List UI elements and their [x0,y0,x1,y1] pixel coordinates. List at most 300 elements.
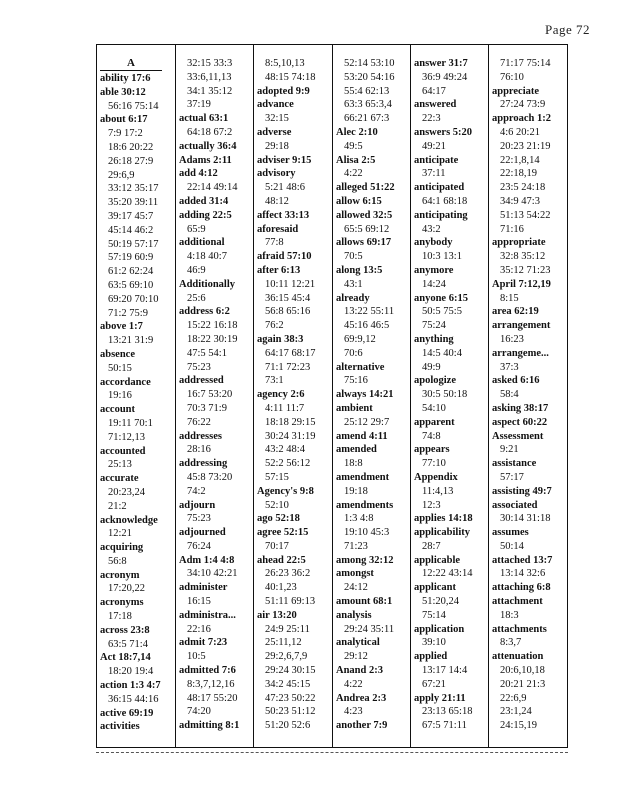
footer-rule [96,752,568,753]
index-entry-term: administra... [179,609,236,621]
index-entry-term: air 13:20 [257,609,297,621]
index-entry-pages: 24:9 25:11 [265,623,310,635]
index-entry-pages: 57:19 60:9 [108,252,154,264]
index-entry-pages: 7:9 17:2 [108,128,143,140]
index-entry-term: adverse [257,126,292,138]
index-entry-term: addressing [179,458,228,470]
index-entry-pages: 76:24 [187,540,211,552]
index-entry-pages: 17:20,22 [108,583,146,595]
index-entry-term: advance [257,99,294,111]
index-entry-pages: 64:18 67:2 [187,126,233,138]
index-entry-pages: 19:18 [344,485,368,497]
index-entry-pages: 74:20 [187,706,211,718]
index-entry-term: adopted 9:9 [257,85,310,97]
index-entry-pages: 25:6 [187,292,206,304]
index-entry-pages: 30:14 31:18 [500,513,551,525]
index-entry-term: actually 36:4 [179,140,237,152]
index-entry-term: anything [414,333,454,345]
index-entry-pages: 12:22 43:14 [422,568,473,580]
index-entry-pages: 32:15 33:3 [187,58,233,69]
index-entry-pages: 51:20,24 [422,596,460,608]
index-entry-term: ability 17:6 [100,73,151,84]
index-entry-pages: 34:1 35:12 [187,85,233,97]
index-entry-pages: 4:6 20:21 [500,126,540,138]
index-entry-term: alleged 51:22 [336,182,395,194]
index-entry-term: analysis [336,609,372,621]
index-entry-term: allow 6:15 [336,195,382,207]
index-entry-term: after 6:13 [257,264,301,276]
index-entry-term: amendment [336,471,390,483]
index-entry-term: adding 22:5 [179,209,232,221]
index-entry-term: ahead 22:5 [257,554,306,566]
index-entry-term: amendments [336,499,394,511]
index-entry-pages: 13:21 31:9 [108,335,154,347]
index-entry-term: already [336,292,370,304]
index-entry-term: allowed 32:5 [336,209,393,221]
index-entry-pages: 4:22 [344,678,363,690]
index-entry-term: amount 68:1 [336,596,393,608]
index-entry-pages: 16:23 [500,333,524,345]
index-entry-term: activities [100,721,140,733]
index-entry-pages: 43:2 48:4 [265,444,305,456]
index-entry-term: above 1:7 [100,321,143,333]
index-entry-term: agency 2:6 [257,389,305,401]
index-entry-pages: 53:20 54:16 [344,71,395,83]
index-entry-pages: 20:6,10,18 [500,665,545,677]
index-entry-pages: 75:14 [422,609,446,621]
index-entry-term: answered [414,99,457,111]
index-entry-term: anymore [414,264,454,276]
index-entry-pages: 75:16 [344,375,368,387]
index-entry-pages: 57:15 [265,471,289,483]
index-entry-pages: 13:14 32:6 [500,568,546,580]
index-entry-term: agree 52:15 [257,527,309,539]
index-entry-term: answer 31:7 [414,58,468,69]
index-entry-pages: 26:23 36:2 [265,568,311,580]
index-entry-term: Additionally [179,278,236,290]
index-entry-term: active 69:19 [100,707,154,719]
index-entry-term: accordance [100,376,151,388]
index-entry-pages: 64:17 [422,85,446,97]
index-entry-pages: 39:10 [422,637,446,649]
index-entry-pages: 11:4,13 [422,485,454,497]
index-entry-pages: 28:7 [422,540,441,552]
index-entry-term: Agency's 9:8 [257,485,314,497]
index-entry-pages: 13:17 14:4 [422,665,468,677]
index-entry-pages: 22:6,9 [500,692,527,704]
index-entry-term: acronyms [100,597,144,609]
index-entry-pages: 19:11 70:1 [108,417,153,429]
index-entry-pages: 14:24 [422,278,446,290]
index-entry-pages: 70:6 [344,347,363,359]
index-entry-term: Act 18:7,14 [100,652,151,664]
index-entry-pages: 30:5 50:18 [422,389,468,401]
index-entry-term: alternative [336,361,385,373]
index-entry-term: arrangeme... [492,347,549,359]
index-entry-pages: 18:18 29:15 [265,416,316,428]
index-entry-term: application [414,623,465,635]
section-letter: A [100,57,162,71]
index-entry-pages: 12:3 [422,499,441,511]
index-entry-term: assumes [492,527,529,539]
index-entry-pages: 74:8 [422,430,441,442]
index-entry-term: always 14:21 [336,389,394,401]
index-entry-pages: 63:5 69:10 [108,279,154,291]
index-entry-pages: 52:14 53:10 [344,58,395,69]
index-entry-pages: 45:14 46:2 [108,224,154,236]
index-entry-pages: 4:18 40:7 [187,251,227,263]
index-entry-term: admitting 8:1 [179,720,240,732]
index-entry-term: anticipated [414,182,465,194]
index-entry-pages: 71:2 75:9 [108,307,148,319]
index-entry-pages: 29:2,6,7,9 [265,651,308,663]
index-entry-pages: 8:5,10,13 [265,58,305,69]
index-entry-pages: 24:15,19 [500,720,538,732]
index-entry-pages: 71:12,13 [108,431,146,443]
index-entry-pages: 35:20 39:11 [108,197,159,209]
index-entry-term: applicable [414,554,461,566]
index-entry-term: Alec 2:10 [336,126,378,138]
index-entry-term: attaching 6:8 [492,582,551,594]
index-entry-pages: 18:20 19:4 [108,666,154,678]
index-entry-pages: 49:9 [422,361,441,373]
index-entry-term: apparent [414,416,455,428]
index-entry-term: Anand 2:3 [336,665,383,677]
index-entry-term: administer [179,582,228,594]
index-entry-pages: 24:12 [344,582,368,594]
index-entry-pages: 20:21 21:3 [500,678,546,690]
index-entry-term: acknowledge [100,514,158,526]
index-entry-pages: 8:3,7 [500,637,522,649]
index-entry-pages: 50:5 75:5 [422,306,462,318]
index-entry-pages: 64:1 68:18 [422,195,468,207]
index-entry-term: appropriate [492,237,546,249]
index-entry-pages: 50:14 [500,540,524,552]
index-entry-pages: 36:15 44:16 [108,693,159,705]
index-entry-pages: 34:10 42:21 [187,568,238,580]
index-entry-pages: 52:2 56:12 [265,458,311,470]
index-entry-term: affect 33:13 [257,209,310,221]
index-entry-term: able 30:12 [100,86,146,98]
index-entry-term: attached 13:7 [492,554,553,566]
index-entry-pages: 76:2 [265,320,284,332]
index-entry-term: appreciate [492,85,540,97]
index-entry-term: anticipate [414,154,459,166]
index-entry-term: applies 14:18 [414,513,473,525]
index-entry-pages: 64:17 68:17 [265,347,316,359]
index-entry-pages: 58:4 [500,389,519,401]
index-frame [96,44,568,748]
index-entry-pages: 12:21 [108,528,132,540]
index-entry-term: add 4:12 [179,168,218,180]
index-entry-term: aspect 60:22 [492,416,548,428]
index-entry-term: applicability [414,527,471,539]
index-entry-term: Appendix [414,471,458,483]
index-entry-term: acronym [100,569,140,581]
index-entry-pages: 48:17 55:20 [187,692,238,704]
index-column-3 [253,45,332,748]
index-entry-term: April 7:12,19 [492,278,551,290]
index-entry-pages: 67:21 [422,678,446,690]
index-entry-pages: 5:21 48:6 [265,182,305,194]
index-entry-pages: 33:6,11,13 [187,71,232,83]
index-entry-pages: 45:8 73:20 [187,471,233,483]
index-entry-pages: 20:23 21:19 [500,140,551,152]
index-entry-pages: 73:1 [265,375,284,387]
index-entry-pages: 76:22 [187,416,211,428]
index-entry-pages: 8:3,7,12,16 [187,678,235,690]
index-entry-term: attenuation [492,651,544,663]
index-entry-term: again 38:3 [257,333,304,345]
index-entry-term: assisting 49:7 [492,485,552,497]
index-entry-term: amended [336,444,377,456]
index-entry-pages: 43:1 [344,278,363,290]
index-entry-term: applicant [414,582,457,594]
index-entry-pages: 70:17 [265,540,289,552]
index-entry-term: afraid 57:10 [257,251,312,263]
index-entry-pages: 51:13 54:22 [500,209,551,221]
index-entry-term: actual 63:1 [179,113,229,125]
index-entry-pages: 35:12 71:23 [500,264,551,276]
index-entry-pages: 47:23 50:22 [265,692,316,704]
index-entry-pages: 63:5 71:4 [108,638,148,650]
index-entry-term: additional [179,237,225,249]
index-entry-term: among 32:12 [336,554,394,566]
index-entry-pages: 10:5 [187,651,206,663]
index-entry-pages: 55:4 62:13 [344,85,390,97]
index-entry-pages: 22:3 [422,113,441,125]
index-entry-pages: 25:11,12 [265,637,302,649]
index-entry-pages: 18:22 30:19 [187,333,238,345]
index-entry-pages: 39:17 45:7 [108,210,154,222]
index-entry-term: addresses [179,430,222,442]
index-entry-pages: 10:3 13:1 [422,251,462,263]
index-entry-pages: 23:5 24:18 [500,182,546,194]
index-entry-pages: 21:2 [108,500,127,512]
index-entry-pages: 18:8 [344,458,363,470]
index-entry-pages: 17:18 [108,611,132,623]
index-entry-pages: 70:5 [344,251,363,263]
index-column-2 [175,45,253,748]
index-entry-term: ago 52:18 [257,513,300,525]
index-entry-pages: 66:21 67:3 [344,113,390,125]
index-entry-term: arrangement [492,320,551,332]
index-entry-pages: 76:10 [500,71,524,83]
index-entry-pages: 32:15 [265,113,289,125]
index-entry-pages: 1:3 4:8 [344,513,374,525]
index-entry-pages: 71:1 72:23 [265,361,311,373]
index-entry-term: addressed [179,375,224,387]
index-entry-pages: 69:9,12 [344,333,376,345]
index-entry-term: apply 21:11 [414,692,466,704]
index-entry-term: about 6:17 [100,114,148,126]
index-entry-term: anyone 6:15 [414,292,468,304]
index-entry-pages: 69:20 70:10 [108,293,159,305]
index-entry-pages: 8:15 [500,292,519,304]
index-entry-pages: 34:9 47:3 [500,195,540,207]
index-entry-pages: 75:23 [187,513,211,525]
index-entry-pages: 23:1,24 [500,706,532,718]
index-entry-pages: 29:12 [344,651,368,663]
index-entry-term: aforesaid [257,223,299,235]
index-entry-term: account [100,404,135,416]
index-entry-pages: 13:22 55:11 [344,306,395,318]
index-entry-term: allows 69:17 [336,237,392,249]
index-entry-term: asking 38:17 [492,402,549,414]
index-entry-pages: 29:24 30:15 [265,665,316,677]
index-entry-term: asked 6:16 [492,375,540,387]
index-entry-term: advisory [257,168,296,180]
index-entry-term: Alisa 2:5 [336,154,376,166]
index-entry-pages: 4:23 [344,706,363,718]
index-entry-term: acquiring [100,542,144,554]
index-entry-pages: 32:8 35:12 [500,251,546,263]
index-entry-term: absence [100,348,135,360]
index-entry-pages: 22:1,8,14 [500,154,540,166]
index-entry-pages: 43:2 [422,223,441,235]
index-entry-term: address 6:2 [179,306,230,318]
index-entry-pages: 16:7 53:20 [187,389,233,401]
index-entry-term: adviser 9:15 [257,154,312,166]
index-entry-pages: 25:12 29:7 [344,416,390,428]
index-entry-pages: 50:19 57:17 [108,238,159,250]
index-entry-pages: 56:16 75:14 [108,100,159,112]
index-entry-pages: 56:8 65:16 [265,306,311,318]
index-entry-term: adjourned [179,527,226,539]
index-entry-pages: 23:13 65:18 [422,706,473,718]
index-entry-term: accurate [100,473,139,485]
index-entry-pages: 18:3 [500,609,519,621]
index-entry-pages: 37:3 [500,361,519,373]
index-entry-pages: 29:18 [265,140,289,152]
index-entry-pages: 22:14 49:14 [187,182,238,194]
index-entry-pages: 18:6 20:22 [108,141,154,153]
index-entry-pages: 16:15 [187,596,211,608]
index-column-6 [488,45,569,748]
index-entry-term: area 62:19 [492,306,539,318]
index-entry-term: applied [414,651,448,663]
index-entry-term: across 23:8 [100,624,150,636]
index-entry-pages: 33:12 35:17 [108,183,159,195]
index-entry-term: Assessment [492,430,544,442]
index-entry-pages: 71:23 [344,540,368,552]
index-entry-term: analytical [336,637,380,649]
index-entry-pages: 27:24 73:9 [500,99,546,111]
index-entry-pages: 15:22 16:18 [187,320,238,332]
index-entry-pages: 70:3 71:9 [187,402,227,414]
index-entry-pages: 10:11 12:21 [265,278,316,290]
index-entry-pages: 49:5 [344,140,363,152]
index-entry-pages: 4:11 11:7 [265,402,305,414]
index-entry-term: apologize [414,375,456,387]
index-entry-pages: 77:8 [265,237,284,249]
index-entry-term: attachments [492,623,547,635]
index-entry-pages: 40:1,23 [265,582,297,594]
index-entry-pages: 65:9 [187,223,206,235]
index-entry-term: admit 7:23 [179,637,228,649]
index-entry-term: along 13:5 [336,264,383,276]
index-entry-pages: 57:17 [500,471,524,483]
index-entry-term: assistance [492,458,537,470]
index-entry-pages: 45:16 46:5 [344,320,390,332]
index-entry-term: ambient [336,402,373,414]
index-entry-pages: 4:22 [344,168,363,180]
index-entry-term: answers 5:20 [414,126,473,138]
index-entry-pages: 29:24 35:11 [344,623,395,635]
index-entry-term: appears [414,444,450,456]
index-entry-pages: 54:10 [422,402,446,414]
index-entry-pages: 56:8 [108,555,127,567]
index-column-4 [332,45,410,748]
index-entry-pages: 46:9 [187,264,206,276]
index-entry-term: Adams 2:11 [179,154,232,166]
index-entry-pages: 63:3 65:3,4 [344,99,392,111]
index-entry-term: Adm 1:4 4:8 [179,554,235,566]
index-entry-term: accounted [100,445,146,457]
index-entry-pages: 9:21 [500,444,519,456]
index-entry-term: added 31:4 [179,195,229,207]
index-entry-term: admitted 7:6 [179,665,236,677]
index-entry-pages: 36:15 45:4 [265,292,311,304]
index-entry-pages: 61:2 62:24 [108,266,154,278]
index-entry-term: adjourn [179,499,216,511]
index-entry-pages: 49:21 [422,140,446,152]
index-entry-pages: 47:5 54:1 [187,347,227,359]
index-entry-term: associated [492,499,538,511]
index-entry-pages: 20:23,24 [108,486,146,498]
index-entry-term: another 7:9 [336,720,388,732]
page-number-header: Page 72 [544,22,590,37]
index-entry-pages: 75:24 [422,320,446,332]
index-entry-term: action 1:3 4:7 [100,680,161,692]
index-entry-pages: 22:16 [187,623,211,635]
index-entry-pages: 50:15 [108,362,132,374]
index-entry-pages: 75:23 [187,361,211,373]
index-entry-pages: 22:18,19 [500,168,538,180]
index-entry-pages: 19:10 45:3 [344,527,390,539]
index-entry-pages: 48:12 [265,195,289,207]
index-entry-pages: 51:11 69:13 [265,596,316,608]
index-entry-pages: 36:9 49:24 [422,71,468,83]
index-entry-pages: 71:17 75:14 [500,58,551,69]
index-entry-term: Andrea 2:3 [336,692,387,704]
index-entry-pages: 51:20 52:6 [265,720,311,732]
index-entry-pages: 48:15 74:18 [265,71,316,83]
index-entry-pages: 14:5 40:4 [422,347,462,359]
index-entry-pages: 26:18 27:9 [108,155,154,167]
index-entry-pages: 37:19 [187,99,211,111]
index-entry-pages: 25:13 [108,459,132,471]
index-entry-term: anybody [414,237,453,249]
index-entry-pages: 34:2 45:15 [265,678,311,690]
index-entry-pages: 65:5 69:12 [344,223,390,235]
index-entry-pages: 52:10 [265,499,289,511]
index-entry-pages: 37:11 [422,168,446,180]
index-entry-term: approach 1:2 [492,113,552,125]
index-entry-pages: 74:2 [187,485,206,497]
index-entry-pages: 28:16 [187,444,211,456]
index-entry-term: amend 4:11 [336,430,388,442]
index-entry-pages: 67:5 71:11 [422,720,467,732]
index-entry-term: attachment [492,596,543,608]
index-entry-pages: 77:10 [422,458,446,470]
index-entry-pages: 30:24 31:19 [265,430,316,442]
index-column-5 [410,45,488,748]
index-entry-term: amongst [336,568,374,580]
index-entry-pages: 19:16 [108,390,132,402]
index-entry-pages: 29:6,9 [108,169,135,181]
index-entry-term: anticipating [414,209,468,221]
